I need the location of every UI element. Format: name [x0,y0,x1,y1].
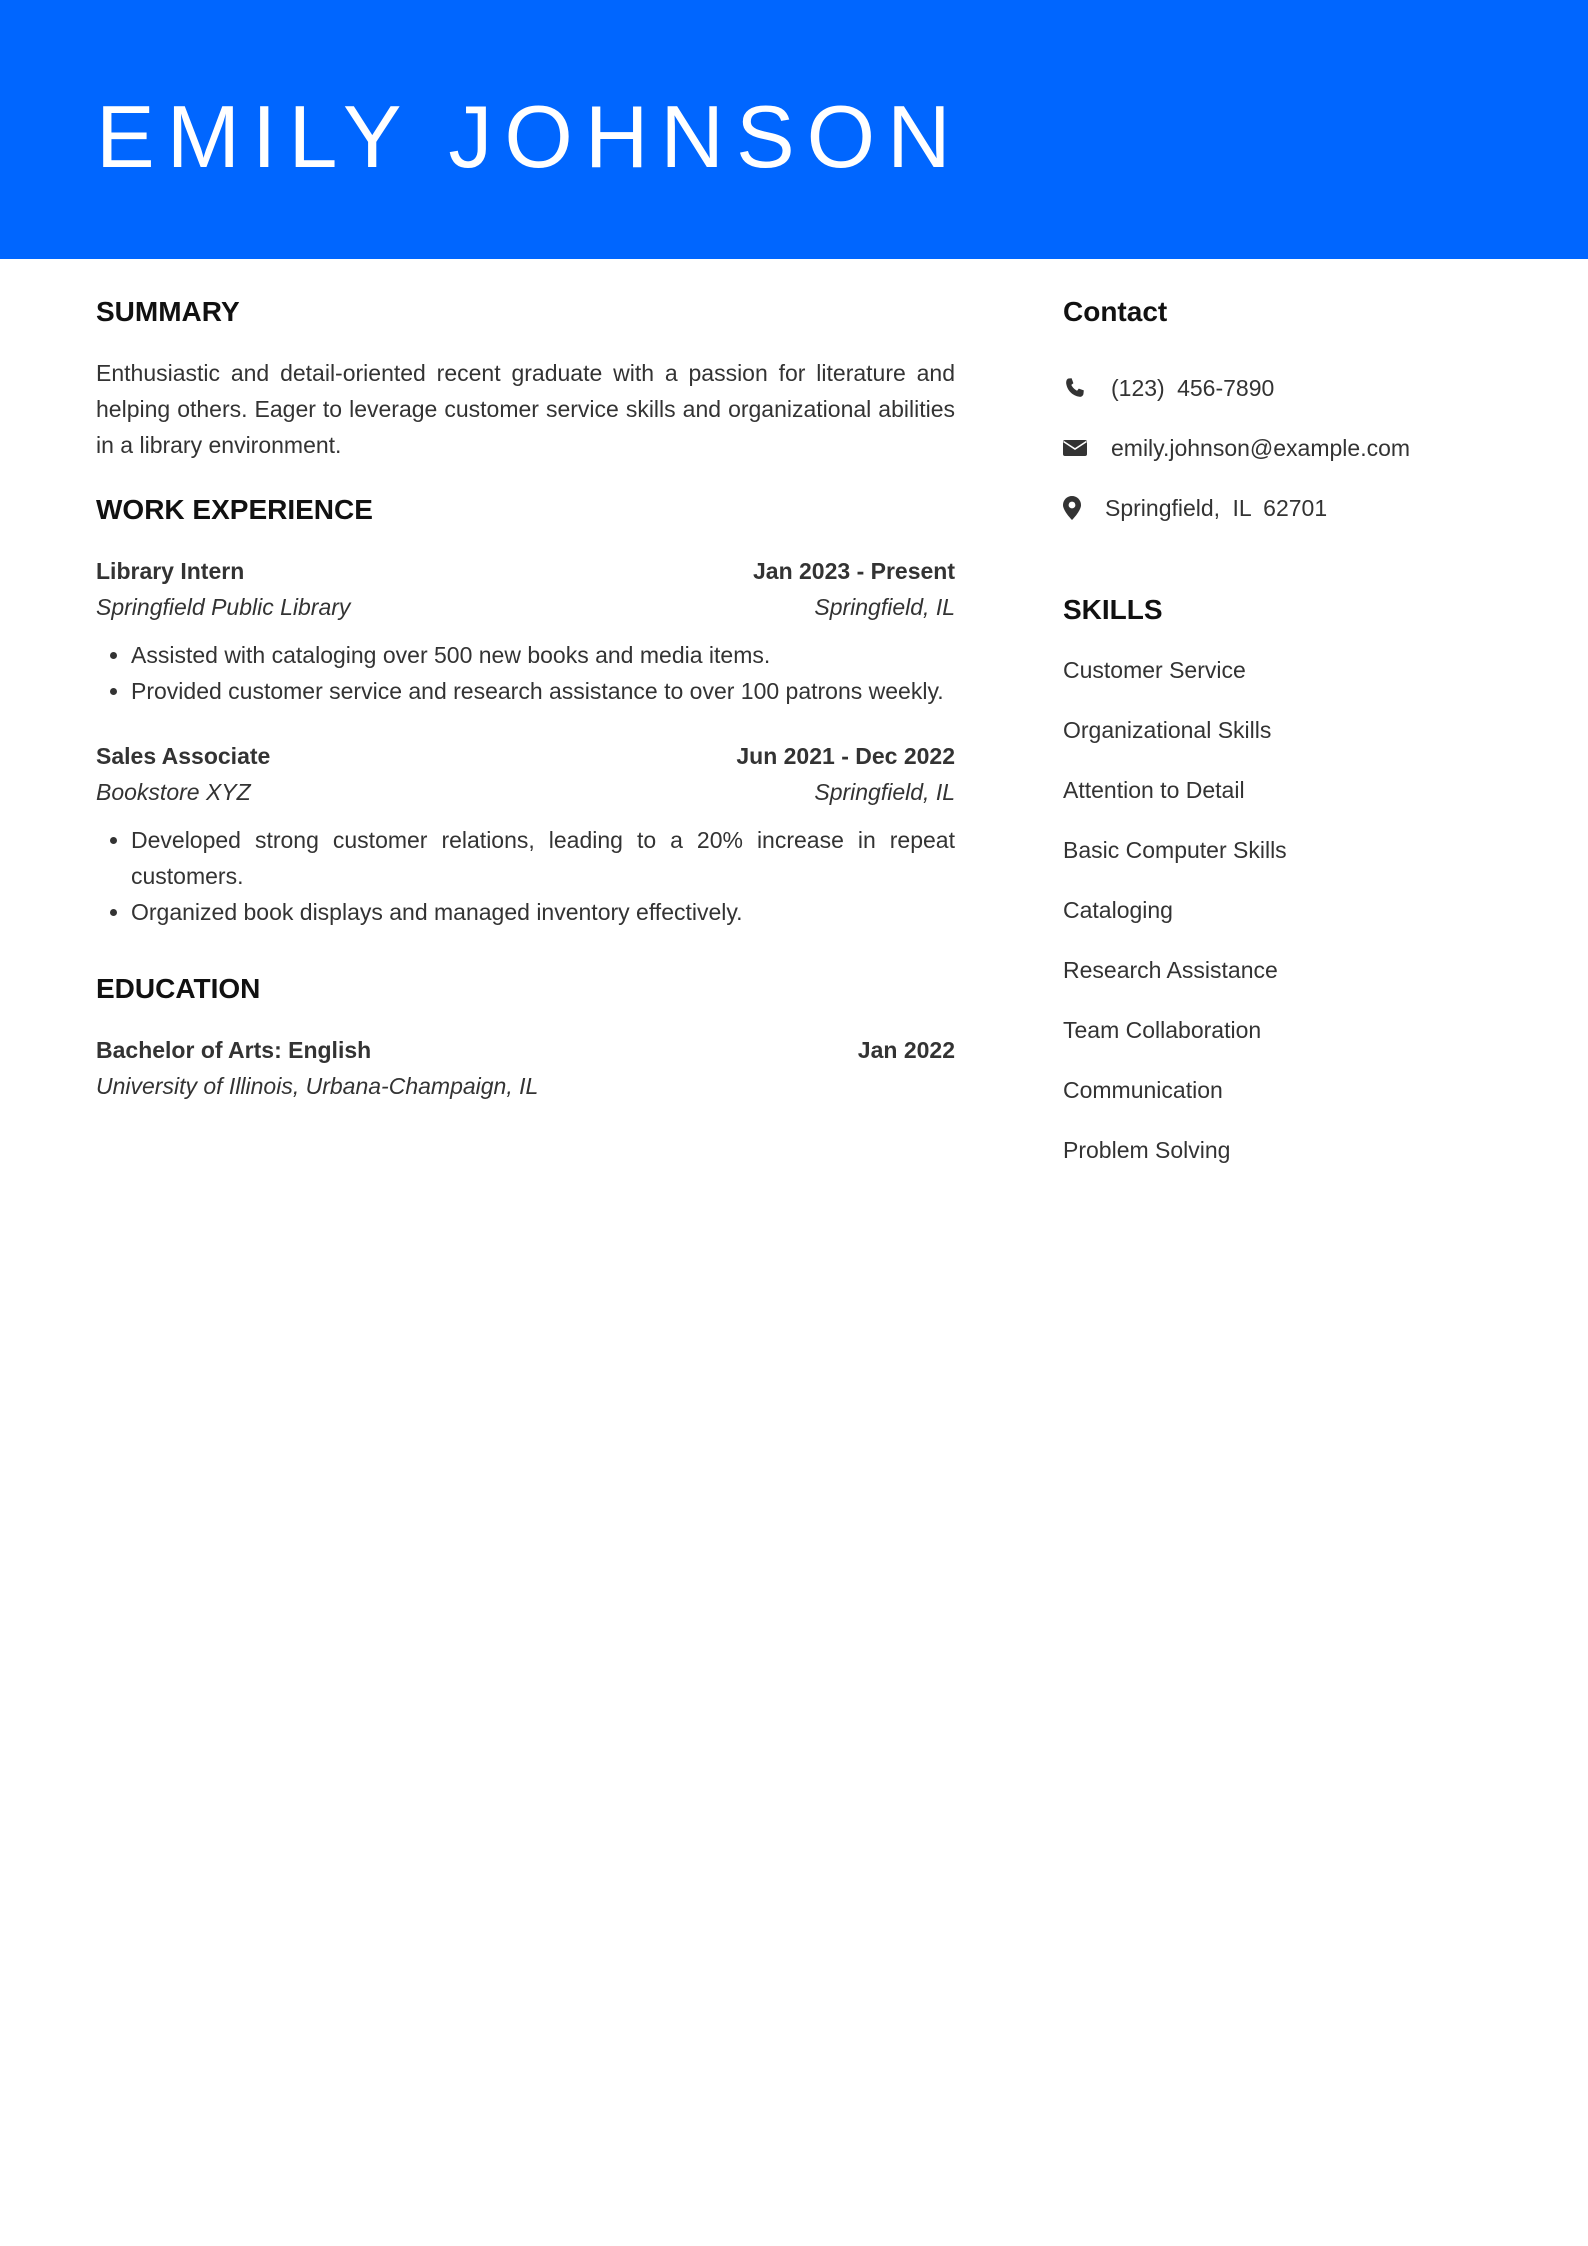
job-organization: Bookstore XYZ [96,779,251,805]
summary-text: Enthusiastic and detail-oriented recent graduate with a passion for literature and helping others. Eager to leverage customer service skills and organizational abilities in a library environment. [96,360,955,458]
job-bullet: • Developed strong customer relations, leading to a 20% increase in repeat customers. [131,822,955,894]
skill-item: Customer Service [1063,657,1246,683]
education-entry [96,1032,955,1104]
skill-item: Basic Computer Skills [1063,837,1287,863]
main-column [96,290,955,1104]
graduation-date: Jan 2022 [857,1037,955,1063]
skill-item: Problem Solving [1063,1137,1231,1163]
skill-item: Research Assistance [1063,957,1278,983]
candidate-name: EMILY JOHNSON [96,87,963,186]
contact-heading: Contact [1063,296,1168,327]
skill-item: Team Collaboration [1063,1017,1262,1043]
job-entry [96,553,955,709]
job-bullet: • Provided customer service and research assistance to over 100 patrons weekly. [131,673,955,709]
job-bullet: • Assisted with cataloging over 500 new books and media items. [131,637,955,673]
phone-icon [1063,375,1089,401]
summary-heading: SUMMARY [96,296,240,327]
job-title: Sales Associate [96,743,271,769]
contact-phone [1063,358,1503,418]
skill-item: Cataloging [1063,897,1173,923]
location-text: Springfield, IL 62701 [1105,494,1328,521]
skills-list [1063,652,1503,1192]
skill-item: Communication [1063,1077,1223,1103]
skill-item: Attention to Detail [1063,777,1245,803]
job-dates: Jan 2023 - Present [752,558,955,584]
work-experience-heading: WORK EXPERIENCE [96,494,373,525]
school: University of Illinois, Urbana-Champaign, IL [96,1073,539,1099]
skills-heading: SKILLS [1063,594,1163,625]
degree: Bachelor of Arts: English [96,1037,372,1063]
education-heading: EDUCATION [96,973,261,1004]
email-address[interactable]: emily.johnson@example.com [1111,434,1411,461]
job-location: Springfield, IL [814,594,955,620]
envelope-icon [1063,435,1089,461]
contact-email [1063,418,1503,478]
job-organization: Springfield Public Library [96,594,351,620]
map-pin-icon [1063,495,1083,521]
job-bullets [96,637,955,709]
job-dates: Jun 2021 - Dec 2022 [736,743,955,769]
job-location: Springfield, IL [814,779,955,805]
contact-list [1063,358,1503,538]
contact-location [1063,478,1503,538]
skill-item: Organizational Skills [1063,717,1272,743]
job-title: Library Intern [96,558,245,584]
job-bullets [96,822,955,930]
resume-header [0,0,1588,259]
sidebar-column [1063,290,1503,1192]
job-entry [96,738,955,930]
job-bullet: • Organized book displays and managed inventory effectively. [131,894,955,930]
phone-number[interactable]: (123) 456-7890 [1111,374,1275,401]
